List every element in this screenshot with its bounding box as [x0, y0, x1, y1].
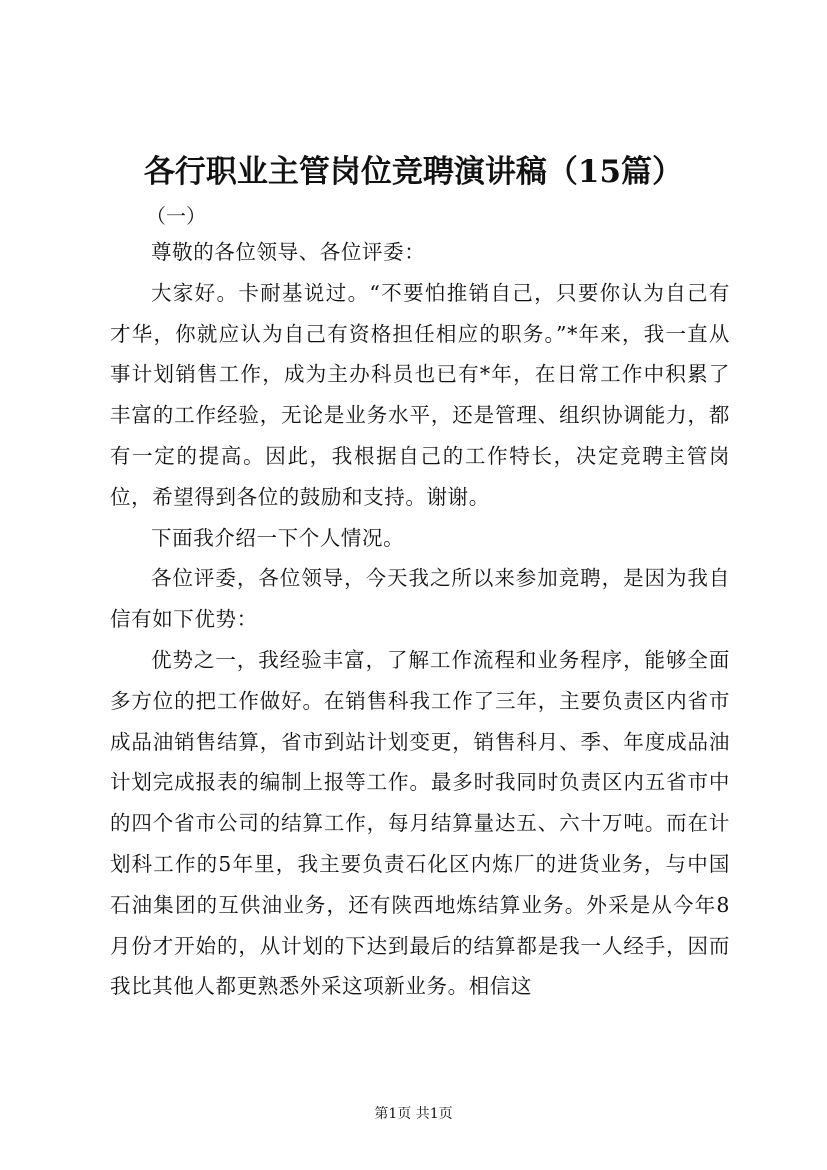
paragraph-advantage-one: 优势之一，我经验丰富，了解工作流程和业务程序，能够全面多方位的把工作做好。在销售科我工作了三年，主要负责区内省市成品油销售结算，省市到站计划变更，销售科月、季、年度成品油计划完成报表的编制上报等工作。最多时我同时负责区内五省市中的四个省市公司的结算工作，每月结算量达五、六十万吨。而在计划科工作的5年里，我主要负责石化区内炼厂的进货业务，与中国石油集团的互供油业务，还有陕西地炼结算业务。外采是从今年8月份才开始的，从计划的下达到最后的结算都是我一人经手，因而我比其他人都更熟悉外采这项新业务。相信这: [110, 647, 730, 999]
paragraph-personal-intro: 下面我介绍一下个人情况。: [151, 525, 405, 550]
document-title: 各行职业主管岗位竞聘演讲稿（15篇）: [143, 154, 684, 190]
paragraph-salutation: 尊敬的各位领导、各位评委：: [151, 240, 426, 264]
section-number: （一）: [146, 204, 206, 228]
paragraph-reason: 各位评委，各位领导，今天我之所以来参加竞聘，是因为我自信有如下优势：: [110, 566, 730, 632]
page-footer: 第1页 共1页: [374, 1106, 453, 1122]
document-body: [110, 232, 730, 1007]
paragraph-introduction: 大家好。卡耐基说过。“不要怕推销自己，只要你认为自己有才华，你就应认为自己有资格担任相应的职务。”*年来，我一直从事计划销售工作，成为主办科员也已有*年，在日常工作中积累了丰富的工作经验，无论是业务水平，还是管理、组织协调能力，都有一定的提高。因此，我根据自己的工作特长，决定竞聘主管岗位，希望得到各位的鼓励和支持。谢谢。: [110, 280, 730, 509]
